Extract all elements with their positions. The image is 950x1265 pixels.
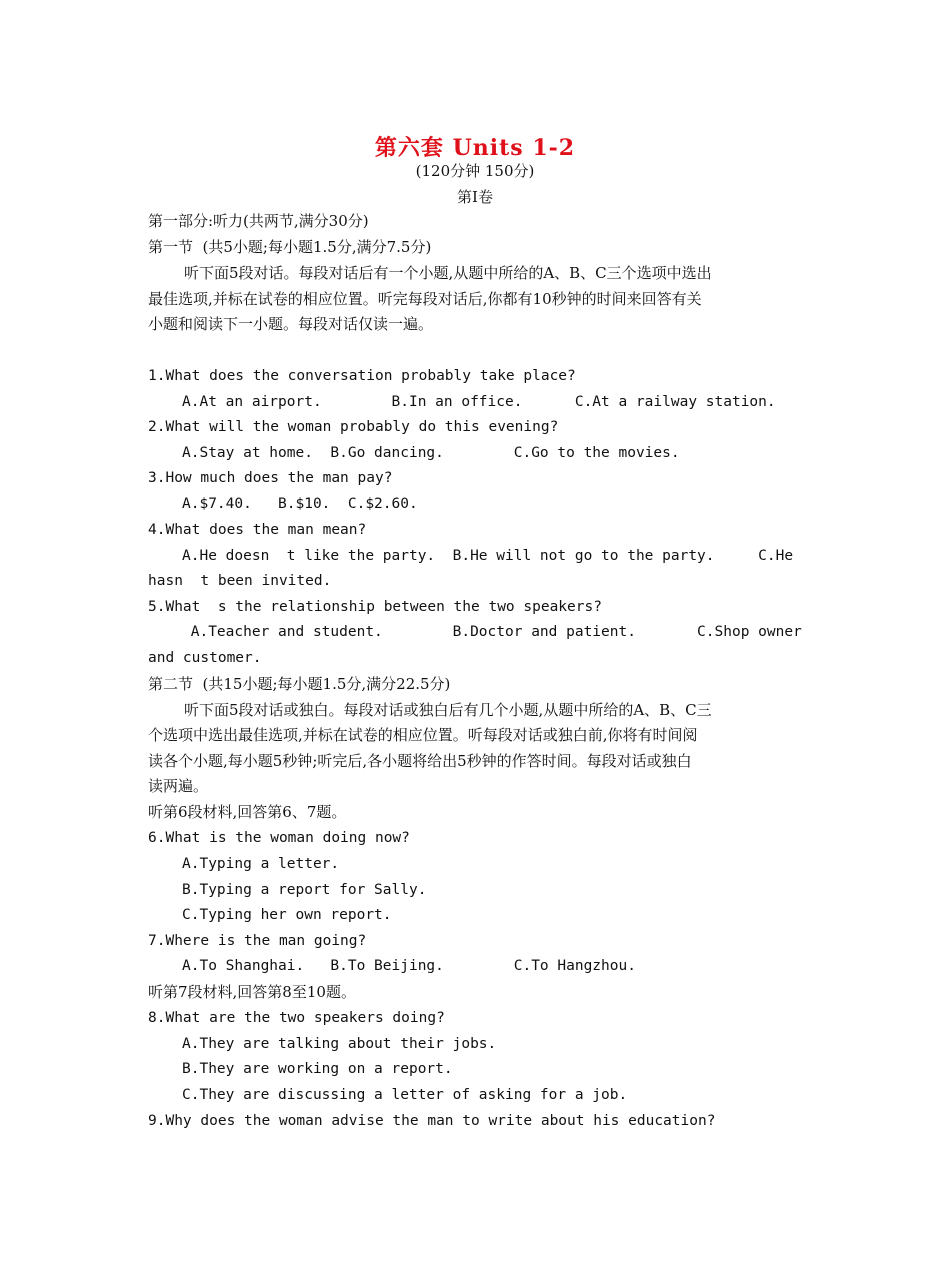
section2-instruction-line2: 个选项中选出最佳选项,并标在试卷的相应位置。听每段对话或独白前,你将有时间阅 [148,726,698,744]
question-6-option-c: C.Typing her own report. [182,907,392,923]
question-1: 1.What does the conversation probably take place? [148,368,576,384]
question-3-options: A.$7.40. B.$10. C.$2.60. [182,496,418,512]
section2-instruction-line1: 听下面5段对话或独白。每段对话或独白后有几个小题,从题中所给的A、B、C三 [184,701,712,719]
question-7-options: A.To Shanghai. B.To Beijing. C.To Hangzhou. [182,958,636,974]
question-3: 3.How much does the man pay? [148,470,393,486]
volume-heading: 第Ⅰ卷 [457,188,493,206]
question-6-option-a: A.Typing a letter. [182,856,340,872]
page-title: 第六套 Units 1-2 [374,135,576,161]
section2-heading: 第二节 (共15小题;每小题1.5分,满分22.5分) [148,675,451,693]
question-6-option-b: B.Typing a report for Sally. [182,882,427,898]
question-2: 2.What will the woman probably do this evening? [148,419,559,435]
question-4-options-line2: hasn t been invited. [148,573,332,589]
question-8-option-b: B.They are working on a report. [182,1061,453,1077]
question-8-option-a: A.They are talking about their jobs. [182,1036,497,1052]
question-7: 7.Where is the man going? [148,933,367,949]
question-5-options-line1: A.Teacher and student. B.Doctor and patient. C.Shop owner [182,624,802,640]
question-9: 9.Why does the woman advise the man to write about his education? [148,1113,716,1129]
question-6: 6.What is the woman doing now? [148,830,410,846]
segment-6-heading: 听第6段材料,回答第6、7题。 [148,803,347,821]
section2-instruction-line3: 读各个小题,每小题5秒钟;听完后,各小题将给出5秒钟的作答时间。每段对话或独白 [148,752,692,770]
question-2-options: A.Stay at home. B.Go dancing. C.Go to the movies. [182,445,680,461]
question-8-option-c: C.They are discussing a letter of asking for a job. [182,1087,628,1103]
question-4-options-line1: A.He doesn t like the party. B.He will not go to the party. C.He [182,548,794,564]
segment-7-heading: 听第7段材料,回答第8至10题。 [148,983,356,1001]
section2-instruction-line4: 读两遍。 [148,777,209,795]
section1-instruction-line1: 听下面5段对话。每段对话后有一个小题,从题中所给的A、B、C三个选项中选出 [184,264,712,282]
section1-heading: 第一节 (共5小题;每小题1.5分,满分7.5分) [148,238,432,256]
question-1-options: A.At an airport. B.In an office. C.At a railway station. [182,394,776,410]
part1-heading: 第一部分:听力(共两节,满分30分) [148,212,369,230]
section1-instruction-line2: 最佳选项,并标在试卷的相应位置。听完每段对话后,你都有10秒钟的时间来回答有关 [148,290,702,308]
time-score: (120分钟 150分) [415,162,535,180]
question-5: 5.What s the relationship between the two speakers? [148,599,602,615]
question-4: 4.What does the man mean? [148,522,367,538]
question-5-options-line2: and customer. [148,650,262,666]
section1-instruction-line3: 小题和阅读下一小题。每段对话仅读一遍。 [148,315,434,333]
question-8: 8.What are the two speakers doing? [148,1010,445,1026]
